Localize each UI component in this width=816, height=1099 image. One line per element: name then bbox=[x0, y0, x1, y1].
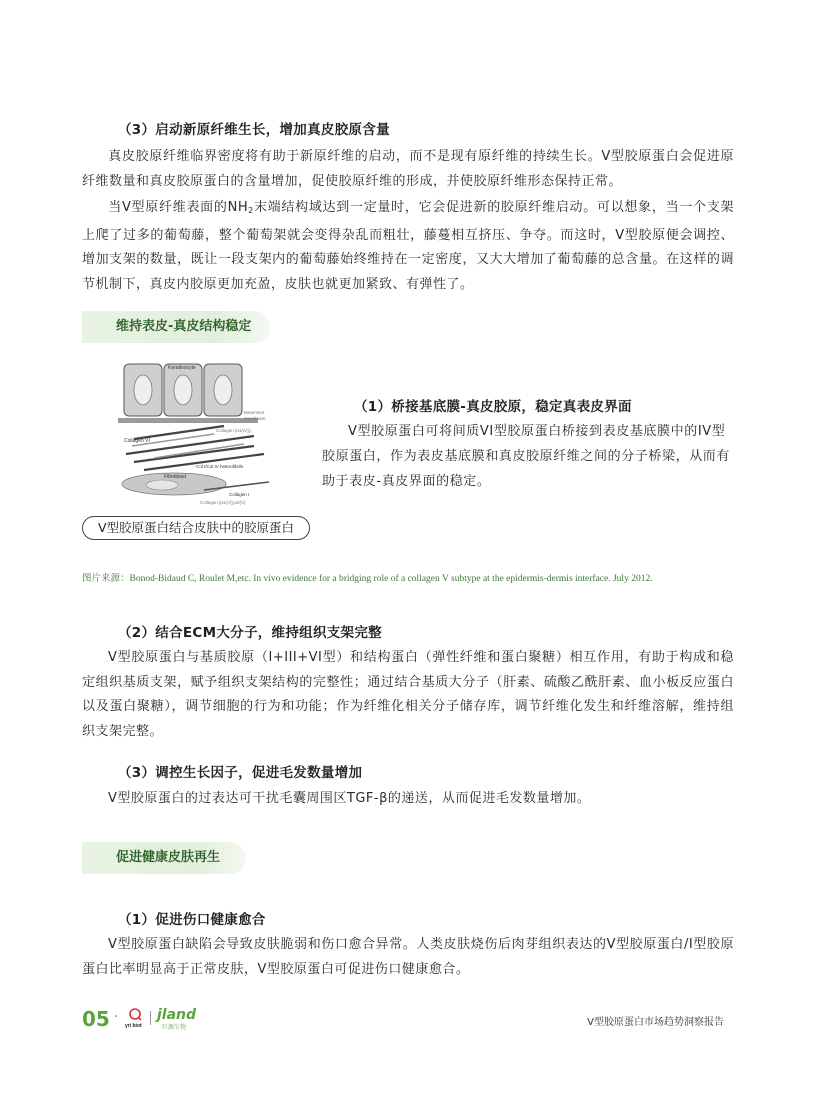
label-basement: Basement bbox=[244, 410, 265, 415]
basement-membrane bbox=[118, 418, 258, 423]
label-collagen-vi: Collagen VI bbox=[124, 438, 150, 444]
section-heading-hair: （3）调控生长因子，促进毛发数量增加 bbox=[118, 765, 363, 781]
subscript: 2 bbox=[248, 206, 254, 215]
paragraph-text: 末端结构域达到一定量时，它会促进新的胶原纤维启动。可以想象，当一个支架上爬了过多的葡萄藤，整个葡萄架就会变得杂乱而粗壮，藤蔓相互挤压、争夺。而这时，V型胶原便会调控、增加支架的数量，既让一段支架内的葡萄藤始终维持在一定密度，又大大增加了葡萄藤的总含量。在这样的调节机制下，真皮内胶原更加充盈，皮肤也就更加紧致、有弹性了。 bbox=[82, 200, 734, 292]
label-membrane: membrane bbox=[244, 416, 266, 421]
report-title: V型胶原蛋白市场趋势洞察报告 bbox=[587, 1017, 724, 1028]
brand-logo-icon bbox=[124, 1007, 146, 1029]
label-keratinocyte: Keratinocyte bbox=[168, 365, 196, 371]
footer-dot: · bbox=[114, 1009, 119, 1025]
paragraph-nh2-terminal bbox=[82, 196, 734, 297]
nucleus bbox=[134, 375, 152, 405]
paragraph-fibril-density bbox=[82, 145, 734, 194]
paragraph-text: V型胶原蛋白可将间质VI型胶原蛋白桥接到表皮基底膜中的IV型胶原蛋白，作为表皮基底膜和真皮胶原纤维之间的分子桥梁，从而有助于表皮-真皮界面的稳定。 bbox=[322, 424, 731, 489]
page-number: 05 bbox=[82, 1007, 110, 1031]
logo-separator bbox=[150, 1011, 151, 1025]
label-fibroblast: Fibroblast bbox=[164, 474, 186, 480]
fibroblast-nucleus bbox=[146, 480, 178, 490]
label-collagen-v: Collagen [α1(V)]₂α2(V) bbox=[200, 500, 246, 505]
jland-logo: jland bbox=[157, 1007, 197, 1023]
paragraph-bridge bbox=[322, 419, 734, 494]
collagen-diagram bbox=[104, 354, 284, 509]
section-heading-bridge: （1）桥接基底膜-真皮胶原，稳定真表皮界面 bbox=[354, 399, 632, 415]
section-heading-new-fibril: （3）启动新原纤维生长，增加真皮胶原含量 bbox=[118, 122, 390, 138]
paragraph-text: 真皮胶原纤维临界密度将有助于新原纤维的启动，而不是现有原纤维的持续生长。V型胶原蛋白会促进原纤维数量和真皮胶原蛋白的含量增加，促使胶原纤维的形成，并使胶原纤维形态保持正常。 bbox=[82, 149, 734, 189]
paragraph-ecm bbox=[82, 646, 734, 744]
paragraph-wound bbox=[82, 933, 734, 982]
figure-source: 图片来源：Bonod-Bidaud C, Roulet M,etc. In vivo evidence for a bridging role of a collagen V subtype at the epidermis-dermis interface. July 2012. bbox=[82, 574, 653, 584]
paragraph-text: V型胶原蛋白的过表达可干扰毛囊周围区TGF-β的递送，从而促进毛发数量增加。 bbox=[108, 791, 591, 806]
label-heterofibrils: Col I/Col IV heterofibrils bbox=[196, 464, 244, 469]
section-heading-wound: （1）促进伤口健康愈合 bbox=[118, 912, 266, 928]
paragraph-text: 当V型原纤维表面的NH bbox=[108, 200, 249, 215]
label-collagen-i: Collagen I bbox=[229, 492, 250, 497]
section-pill-epidermis-dermis: 维持表皮-真皮结构稳定 bbox=[82, 311, 270, 343]
brand-logo-text: yri biot bbox=[125, 1023, 142, 1029]
section-pill-skin-regeneration: 促进健康皮肤再生 bbox=[82, 842, 246, 874]
paragraph-hair bbox=[82, 787, 734, 812]
figure-caption: V型胶原蛋白结合皮肤中的胶原蛋白 bbox=[82, 516, 310, 540]
label-collagen-iv: Collagen [α1(IV)]₃ bbox=[216, 428, 252, 433]
jland-logo-sub: 巨源生物 bbox=[162, 1024, 187, 1031]
page-footer bbox=[0, 1005, 816, 1033]
paragraph-text: V型胶原蛋白与基质胶原（I+III+VI型）和结构蛋白（弹性纤维和蛋白聚糖）相互作用，有助于构成和稳定组织基质支架，赋予组织支架结构的完整性；通过结合基质大分子（肝素、硫酸乙酰肝素、血小板反应蛋白以及蛋白聚糖），调节细胞的行为和功能；作为纤维化相关分子储存库，调节纤维化发生和纤维溶解，维持组织支架完整。 bbox=[82, 650, 734, 739]
nucleus bbox=[214, 375, 232, 405]
nucleus bbox=[174, 375, 192, 405]
paragraph-text: V型胶原蛋白缺陷会导致皮肤脆弱和伤口愈合异常。人类皮肤烧伤后肉芽组织表达的V型胶原蛋白/I型胶原蛋白比率明显高于正常皮肤，V型胶原蛋白可促进伤口健康愈合。 bbox=[82, 937, 734, 977]
section-heading-ecm: （2）结合ECM大分子，维持组织支架完整 bbox=[118, 625, 382, 641]
